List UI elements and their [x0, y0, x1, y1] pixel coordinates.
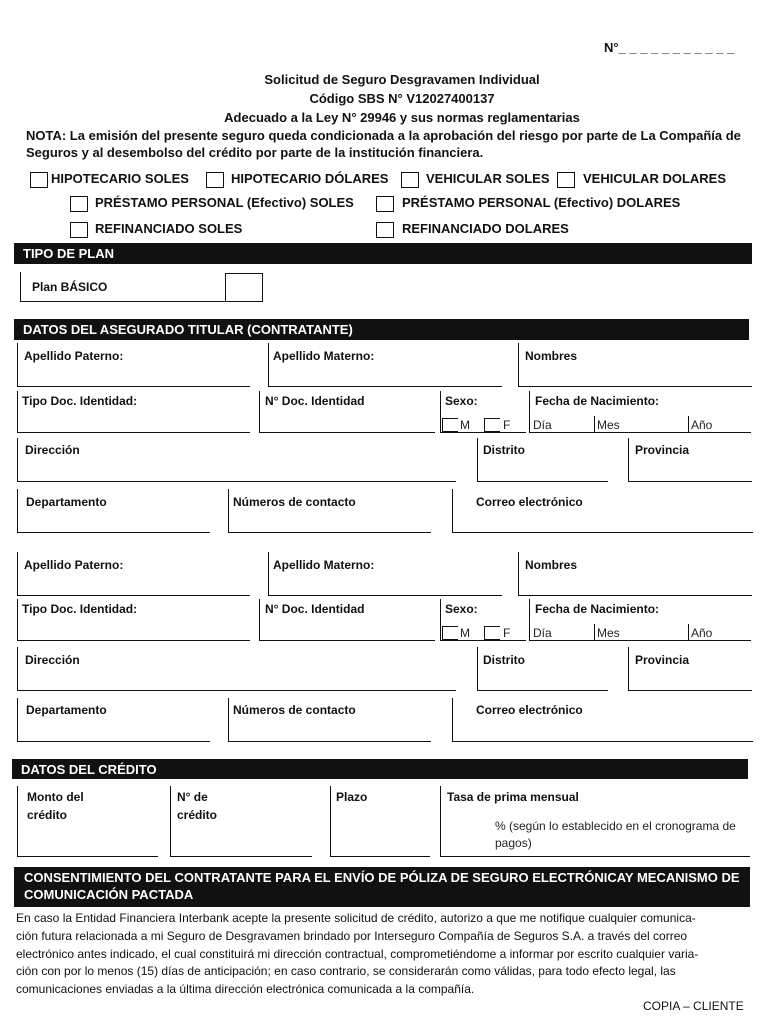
note-line-2: Seguros y al desembolso del crédito por parte de la institución financiera. — [26, 145, 484, 160]
sexo-m-checkbox-1[interactable] — [442, 418, 458, 432]
provincia-label-2: Provincia — [635, 653, 690, 667]
consent-body-line: electrónico antes indicado, el cual constituirá mi dirección contractual, comprometiéndome a informar por escrito cualquier varia- — [16, 946, 699, 961]
consent-body-line: En caso la Entidad Financiera Interbank acepte la presente solicitud de crédito, autorizo a que me notifique cualquier comunica- — [16, 911, 696, 925]
plan-basico-checkbox[interactable] — [225, 273, 263, 302]
sexo-f-label-1: F — [503, 418, 511, 432]
date-divider-1a — [594, 416, 595, 432]
plan-basico-label: Plan BÁSICO — [32, 280, 108, 294]
numero-credito-label-line2: crédito — [177, 808, 218, 822]
consent-section-header — [14, 867, 750, 907]
num-doc-label-2: N° Doc. Identidad — [265, 602, 365, 616]
law-reference: Adecuado a la Ley N° 29946 y sus normas reglamentarias — [224, 110, 580, 125]
form-number-field[interactable]: N°_ _ _ _ _ _ _ _ _ _ _ — [604, 40, 735, 55]
checkbox-prestamo-dolares[interactable] — [376, 196, 394, 212]
checkbox-prestamo-soles[interactable] — [70, 196, 88, 212]
departamento-label-1: Departamento — [26, 495, 107, 509]
sexo-label-2: Sexo: — [445, 602, 478, 616]
monto-label-line1: Monto del — [27, 790, 84, 804]
apellido-materno-label-2: Apellido Materno: — [273, 558, 375, 572]
correo-label-1: Correo electrónico — [476, 495, 583, 509]
provincia-label-1: Provincia — [635, 443, 690, 457]
checkbox-vehicular-dolares[interactable] — [557, 172, 575, 188]
note-line-1: NOTA: La emisión del presente seguro queda condicionada a la aprobación del riesgo por parte de La Compañía de — [26, 128, 741, 143]
date-divider-2b — [688, 624, 689, 640]
sexo-label-1: Sexo: — [445, 394, 478, 408]
sexo-m-checkbox-2[interactable] — [442, 626, 458, 640]
label-vehicular-soles: VEHICULAR SOLES — [426, 171, 550, 186]
consent-header-line2: COMUNICACIÓN PACTADA — [24, 887, 194, 902]
monto-label-line2: crédito — [27, 808, 68, 822]
consent-body-line: ción futura relacionada a mi Seguro de Desgravamen brindado por Interseguro Compañía de Seguros S.A. a través del correo — [16, 928, 688, 943]
dia-label-2[interactable]: Día — [533, 626, 552, 640]
tasa-note-line1: % (según lo establecido en el cronograma de — [495, 819, 736, 833]
distrito-label-1: Distrito — [483, 443, 525, 457]
direccion-field-1[interactable] — [17, 438, 456, 482]
label-vehicular-dolares: VEHICULAR DOLARES — [583, 171, 727, 186]
distrito-label-2: Distrito — [483, 653, 525, 667]
label-prestamo-dolares: PRÉSTAMO PERSONAL (Efectivo) DOLARES — [402, 195, 681, 210]
apellido-paterno-label-2: Apellido Paterno: — [24, 558, 124, 572]
correo-label-2: Correo electrónico — [476, 703, 583, 717]
label-refinanciado-dolares: REFINANCIADO DOLARES — [402, 221, 569, 236]
direccion-label-2: Dirección — [25, 653, 80, 667]
consent-body-line: ción con por lo menos (15) días de anticipación; en caso contrario, se considerarán como válidas, para todo efecto legal, las — [16, 964, 676, 979]
date-divider-1b — [688, 416, 689, 432]
nombres-label-1: Nombres — [525, 349, 578, 363]
anio-label-1[interactable]: Año — [691, 418, 713, 432]
footer-copy-label: COPIA – CLIENTE — [643, 999, 744, 1013]
fecha-nac-label-2: Fecha de Nacimiento: — [535, 602, 660, 616]
date-divider-2a — [594, 624, 595, 640]
plan-section-header: TIPO DE PLAN — [14, 243, 752, 264]
label-refinanciado-soles: REFINANCIADO SOLES — [95, 221, 243, 236]
mes-label-1[interactable]: Mes — [597, 418, 620, 432]
checkbox-hipotecario-dolares[interactable] — [206, 172, 224, 188]
credit-section-header: DATOS DEL CRÉDITO — [12, 759, 748, 779]
checkbox-refinanciado-soles[interactable] — [70, 222, 88, 238]
sexo-f-label-2: F — [503, 626, 511, 640]
departamento-label-2: Departamento — [26, 703, 107, 717]
label-hipotecario-soles: HIPOTECARIO SOLES — [51, 171, 189, 186]
contacto-label-1: Números de contacto — [233, 495, 356, 509]
label-prestamo-soles: PRÉSTAMO PERSONAL (Efectivo) SOLES — [95, 195, 354, 210]
direccion-label-1: Dirección — [25, 443, 80, 457]
sexo-f-checkbox-2[interactable] — [484, 626, 500, 640]
tasa-label: Tasa de prima mensual — [447, 790, 579, 804]
insured-section-header: DATOS DEL ASEGURADO TITULAR (CONTRATANTE) — [14, 319, 749, 340]
consent-header-line1: CONSENTIMIENTO DEL CONTRATANTE PARA EL ENVÍO DE PÓLIZA DE SEGURO ELECTRÓNICAY MECANISMO DE — [24, 870, 740, 885]
numero-credito-label-line1: N° de — [177, 790, 208, 804]
sexo-f-checkbox-1[interactable] — [484, 418, 500, 432]
direccion-field-2[interactable] — [17, 647, 456, 691]
checkbox-vehicular-soles[interactable] — [401, 172, 419, 188]
plazo-label: Plazo — [336, 790, 368, 804]
mes-label-2[interactable]: Mes — [597, 626, 620, 640]
anio-label-2[interactable]: Año — [691, 626, 713, 640]
fecha-nac-label-1: Fecha de Nacimiento: — [535, 394, 660, 408]
tasa-note-line2: pagos) — [495, 836, 532, 850]
tipo-doc-label-2: Tipo Doc. Identidad: — [22, 602, 138, 616]
form-title: Solicitud de Seguro Desgravamen Individual — [264, 72, 540, 87]
checkbox-hipotecario-soles[interactable] — [30, 172, 48, 188]
tipo-doc-label-1: Tipo Doc. Identidad: — [22, 394, 138, 408]
checkbox-refinanciado-dolares[interactable] — [376, 222, 394, 238]
apellido-paterno-label-1: Apellido Paterno: — [24, 349, 124, 363]
dia-label-1[interactable]: Día — [533, 418, 552, 432]
sbs-code: Código SBS N° V12027400137 — [309, 91, 495, 106]
sexo-m-label-1: M — [460, 418, 470, 432]
consent-body-line: comunicaciones enviadas a la última dirección electrónica comunicada a la compañía. — [16, 982, 475, 997]
label-hipotecario-dolares: HIPOTECARIO DÓLARES — [231, 171, 389, 186]
contacto-label-2: Números de contacto — [233, 703, 356, 717]
apellido-materno-label-1: Apellido Materno: — [273, 349, 375, 363]
nombres-label-2: Nombres — [525, 558, 578, 572]
num-doc-label-1: N° Doc. Identidad — [265, 394, 365, 408]
sexo-m-label-2: M — [460, 626, 470, 640]
consent-body — [16, 910, 756, 999]
